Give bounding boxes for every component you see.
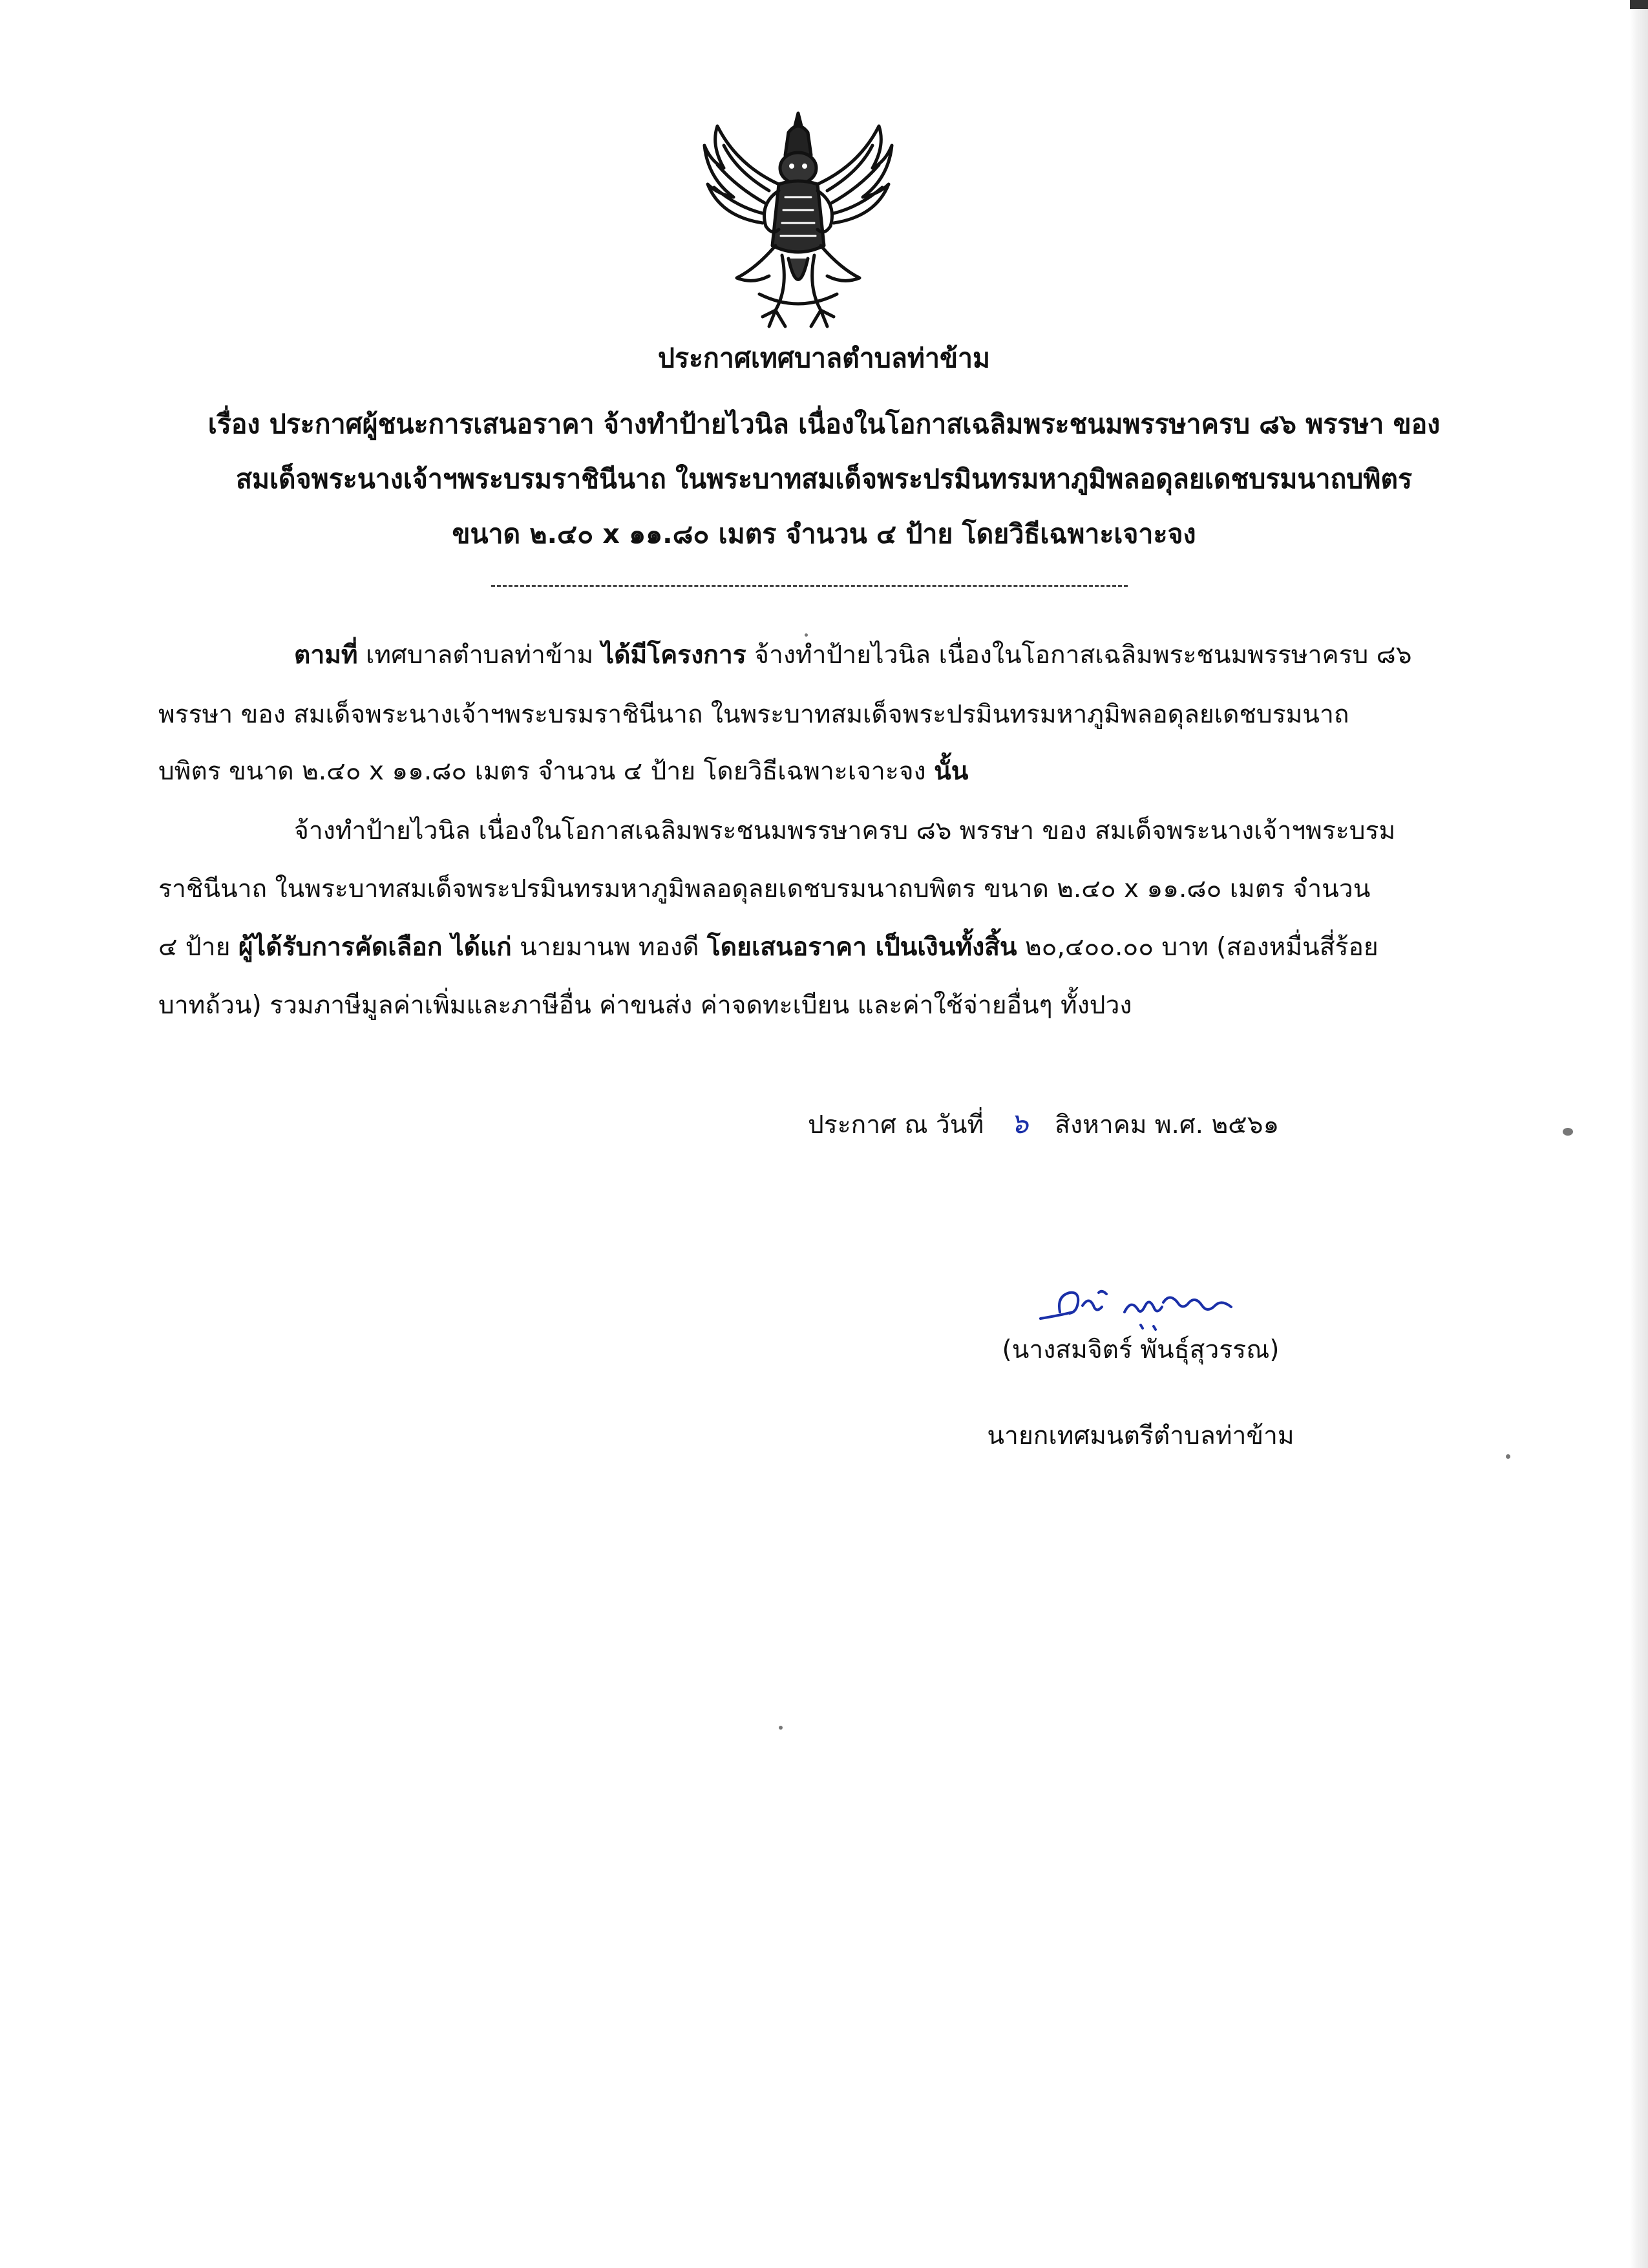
paragraph-1-line-3 [158, 755, 968, 789]
paragraph-1-project-label: ได้มีโครงการ [601, 641, 746, 670]
garuda-emblem-icon [698, 107, 898, 339]
scan-speck [779, 1726, 783, 1730]
paragraph-1-lead: ตามที่ [294, 641, 358, 670]
signer-position: นายกเทศมนตรีตำบลท่าข้าม [987, 1421, 1294, 1450]
subject-line-1 [0, 407, 1648, 441]
paragraph-2-selected-label: ผู้ได้รับการคัดเลือก ได้แก่ [238, 933, 512, 962]
separator-line [491, 585, 1128, 587]
announcement-date [808, 1107, 1279, 1142]
handwritten-signature [1034, 1267, 1247, 1344]
scan-edge-mark [1630, 0, 1648, 9]
paragraph-2-price-label: โดยเสนอราคา เป็นเงินทั้งสิ้น [706, 933, 1017, 962]
signer-name: (นางสมจิตร์ พันธุ์สุวรรณ) [1002, 1335, 1280, 1364]
paragraph-2-text-a: ๔ ป้าย [158, 933, 238, 962]
subject-line-3: ขนาด ๒.๔๐ x ๑๑.๘๐ เมตร จำนวน ๔ ป้าย โดยวิธีเฉพาะเจาะจง [452, 518, 1196, 549]
subject-text: ประกาศผู้ชนะการเสนอราคา จ้างทำป้ายไวนิล เนื่องในโอกาสเฉลิมพระชนมพรรษาครบ ๘๖ พรรษา ของ [269, 408, 1441, 440]
paragraph-2-line-3 [158, 931, 1379, 964]
scan-speck [805, 633, 808, 637]
subject-label: เรื่อง [207, 408, 260, 440]
paragraph-2-line-1: จ้างทำป้ายไวนิล เนื่องในโอกาสเฉลิมพระชนมพรรษาครบ ๘๖ พรรษา ของ สมเด็จพระนางเจ้าฯพระบรม [294, 816, 1396, 845]
scan-speck [1506, 1454, 1510, 1459]
paragraph-1-text-3: บพิตร ขนาด ๒.๔๐ x ๑๑.๘๐ เมตร จำนวน ๔ ป้าย โดยวิธีเฉพาะเจาะจง [158, 757, 935, 786]
subject-line-2: สมเด็จพระนางเจ้าฯพระบรมราชินีนาถ ในพระบาทสมเด็จพระปรมินทรมหาภูมิพลอดุลยเดชบรมนาถบพิตร [235, 463, 1413, 494]
scan-speck [1563, 1128, 1573, 1136]
paragraph-2-contractor: นายมานพ ทองดี [511, 933, 707, 962]
paragraph-1-text: เทศบาลตำบลท่าข้าม [357, 641, 602, 670]
date-month-year: สิงหาคม พ.ศ. ๒๕๖๑ [1055, 1110, 1280, 1139]
document-title: ประกาศเทศบาลตำบลท่าข้าม [657, 343, 991, 374]
paragraph-2-line-4: บาทถ้วน) รวมภาษีมูลค่าเพิ่มและภาษีอื่น ค่าขนส่ง ค่าจดทะเบียน และค่าใช้จ่ายอื่นๆ ทั้งปวง [158, 991, 1132, 1020]
paragraph-1-text-2: จ้างทำป้ายไวนิล เนื่องในโอกาสเฉลิมพระชนมพรรษาครบ ๘๖ [746, 641, 1412, 670]
paragraph-1-line-2: พรรษา ของ สมเด็จพระนางเจ้าฯพระบรมราชินีนาถ ในพระบาทสมเด็จพระปรมินทรมหาภูมิพลอดุลยเดชบรมนาถ [158, 700, 1349, 729]
paragraph-2-line-2: ราชินีนาถ ในพระบาทสมเด็จพระปรมินทรมหาภูมิพลอดุลยเดชบรมนาถบพิตร ขนาด ๒.๔๐ x ๑๑.๘๐ เมตร จำนวน [158, 874, 1371, 904]
date-prefix: ประกาศ ณ วันที่ [808, 1110, 984, 1139]
date-day-handwritten: ๖ [1010, 1107, 1029, 1140]
paragraph-1-line-1 [294, 639, 1412, 672]
paragraph-2-amount: ๒๐,๔๐๐.๐๐ บาท (สองหมื่นสี่ร้อย [1017, 933, 1379, 962]
paragraph-1-closing: นั้น [934, 757, 969, 786]
scan-edge [1630, 0, 1648, 2268]
